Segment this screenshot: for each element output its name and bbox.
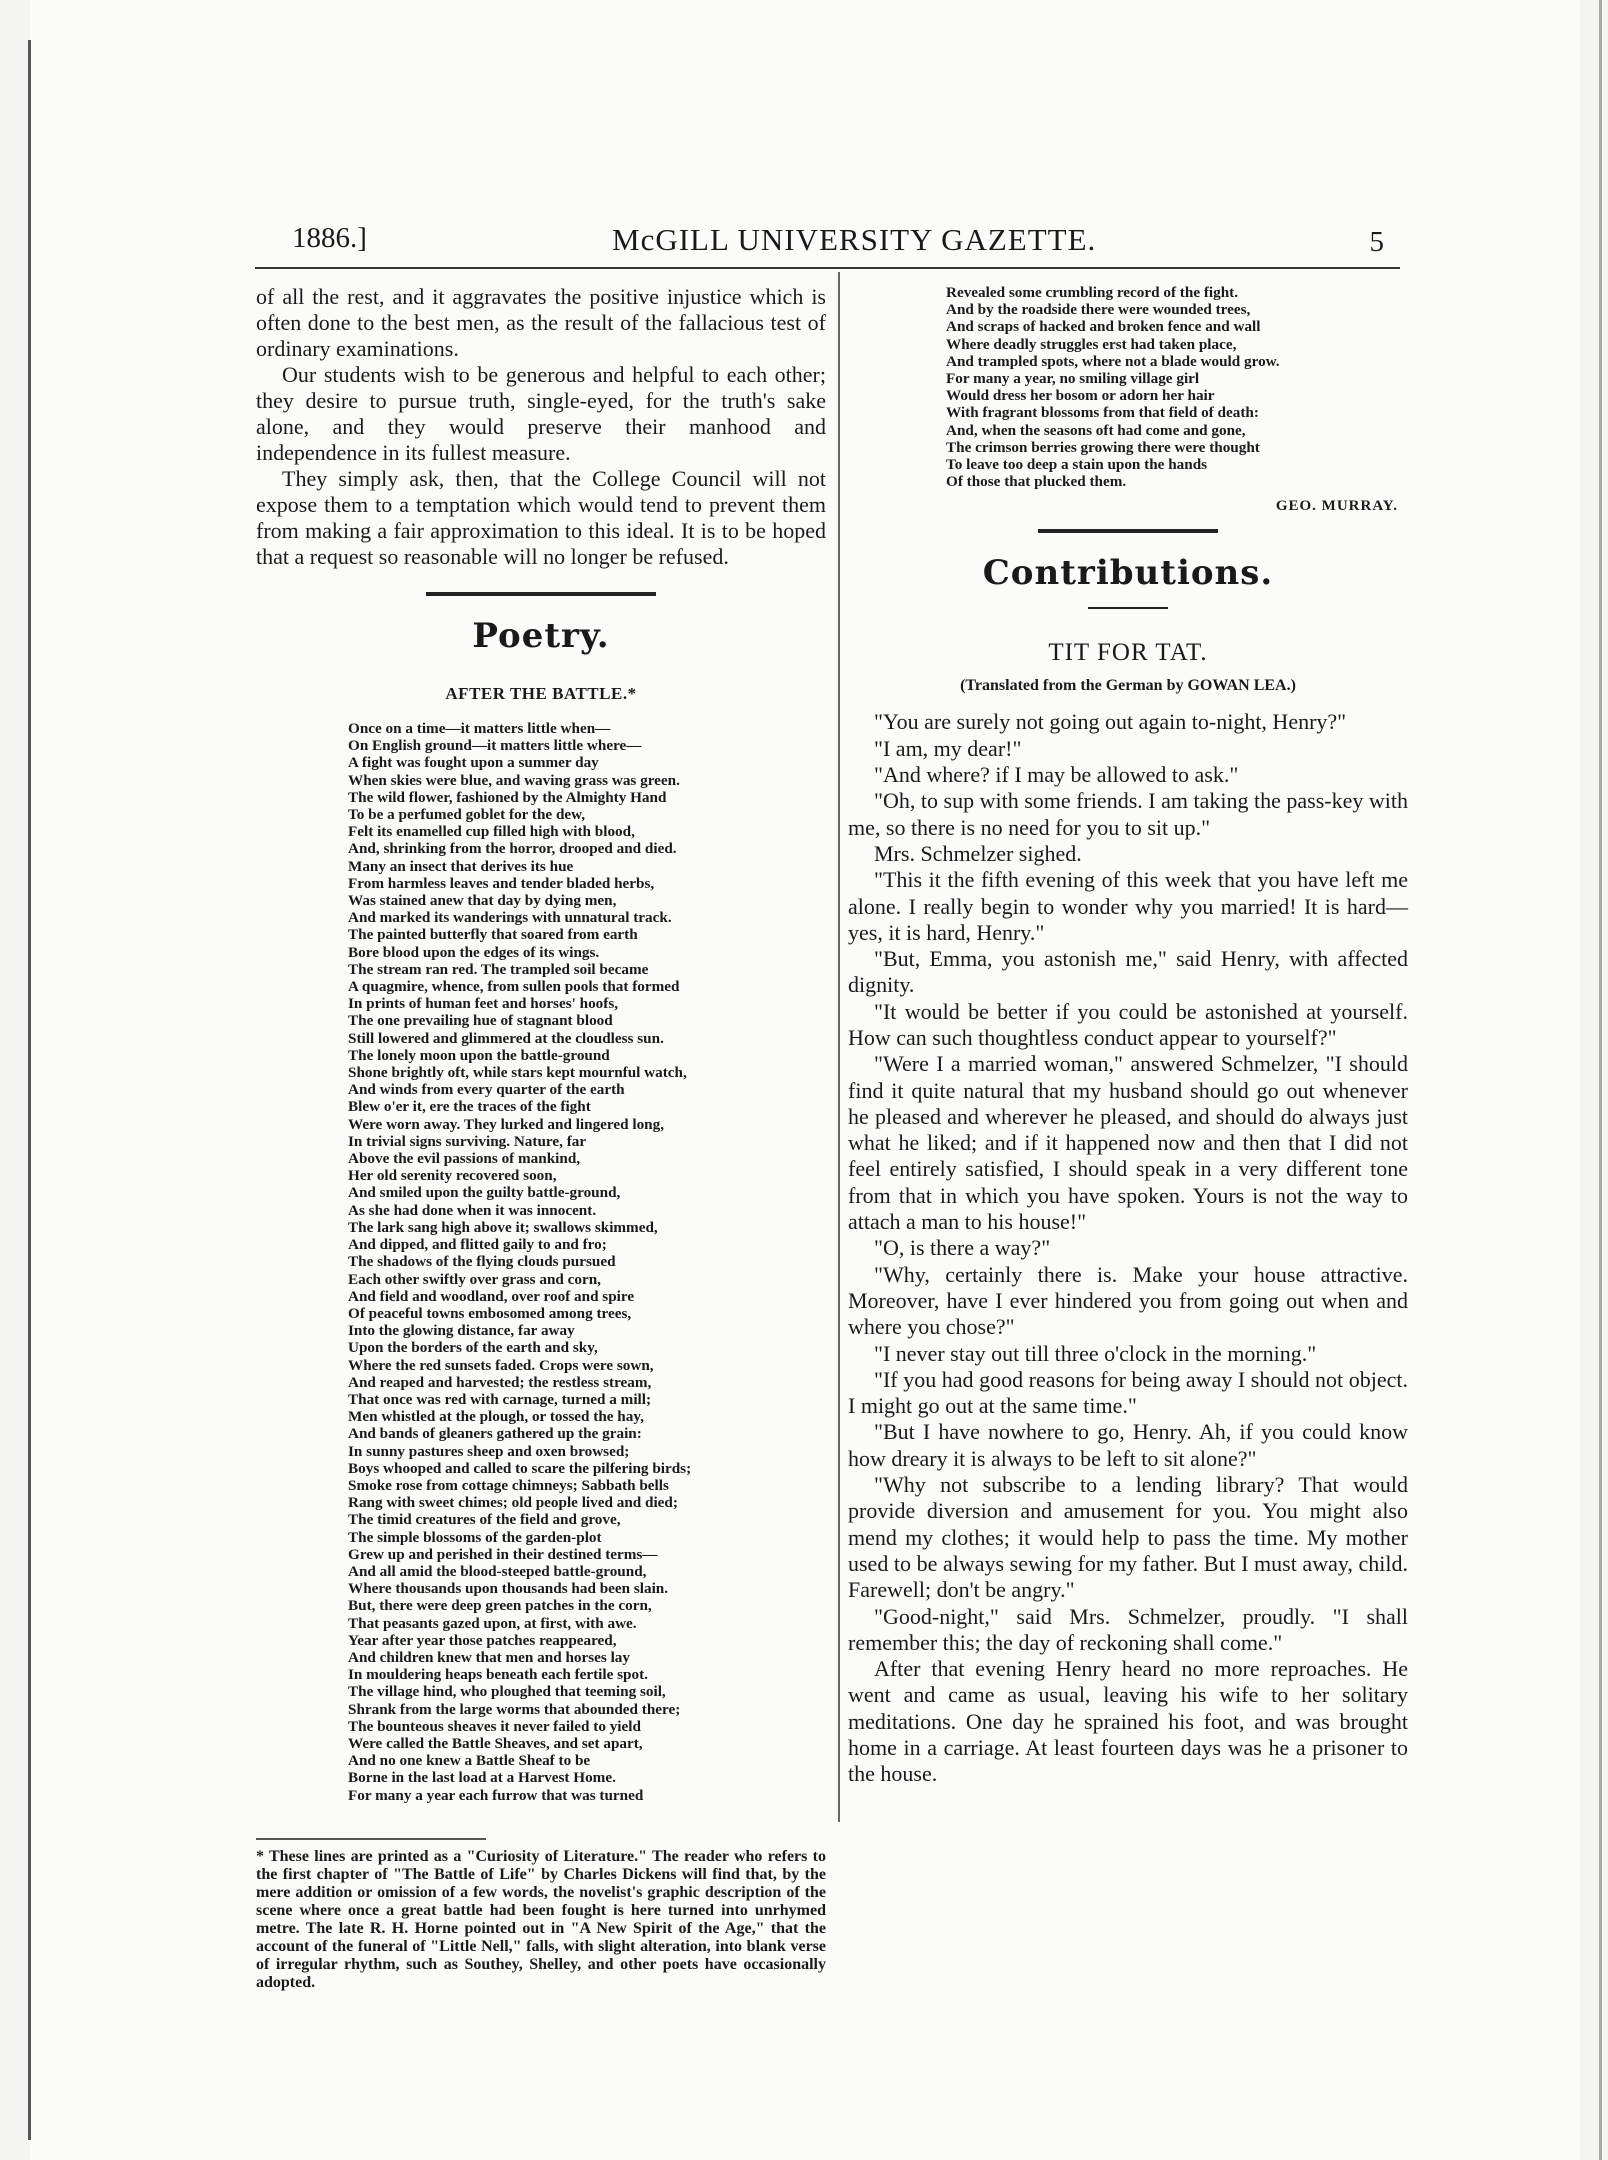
column-divider <box>838 272 840 1822</box>
poem-line: The shadows of the flying clouds pursued <box>348 1253 616 1271</box>
poem-line: Bore blood upon the edges of its wings. <box>348 943 600 961</box>
story-paragraph: Mrs. Schmelzer sighed. <box>874 840 1082 866</box>
poem-line: With fragrant blossoms from that field of death: <box>946 404 1259 422</box>
poem-line: Still lowered and glimmered at the cloudless sun. <box>348 1029 664 1047</box>
poem-line: And marked its wanderings with unnatural track. <box>348 909 672 927</box>
poem-line: From harmless leaves and tender bladed herbs, <box>348 874 655 892</box>
poem-line: And reaped and harvested; the restless stream, <box>348 1373 652 1391</box>
poem-line: Smoke rose from cottage chimneys; Sabbath bells <box>348 1476 669 1494</box>
poem-line: Above the evil passions of mankind, <box>348 1150 581 1168</box>
page-edge <box>1599 0 1602 2160</box>
poem-line: The wild flower, fashioned by the Almighty Hand <box>348 788 667 806</box>
poem-line: And, shrinking from the horror, drooped and died. <box>348 840 677 858</box>
story-body <box>848 709 1408 1787</box>
poem-line: For many a year each furrow that was turned <box>348 1786 644 1804</box>
story-paragraph: "Why not subscribe to a lending library? That would provide diversion and amusement for you. You might also mend my clothes; it would help to pass the time. My mother used to be always sewing for my father. But I must away, child. Farewell; don't be angry." <box>848 1472 1408 1603</box>
story-paragraph: "If you had good reasons for being away I should not object. I might go out at the same time." <box>848 1366 1408 1419</box>
poem-line: And scraps of hacked and broken fence and wall <box>946 318 1261 336</box>
section-rule <box>426 592 656 596</box>
poem-line: Blew o'er it, ere the traces of the fight <box>348 1098 591 1116</box>
poem-line: Of peaceful towns embosomed among trees, <box>348 1304 632 1322</box>
story-paragraph: "Oh, to sup with some friends. I am taking the pass-key with me, so there is no need for you to sit up." <box>848 788 1408 840</box>
poem-line: Shone brightly oft, while stars kept mournful watch, <box>348 1064 687 1082</box>
poem-line: And dipped, and flitted gaily to and fro; <box>348 1236 607 1254</box>
poem-line: Borne in the last load at a Harvest Home. <box>348 1769 616 1787</box>
story-paragraph: "But, Emma, you astonish me," said Henry, with affected dignity. <box>848 946 1408 998</box>
story-title: TIT FOR TAT. <box>1048 639 1208 667</box>
poem-line: On English ground—it matters little where— <box>348 737 642 755</box>
story-paragraph: "It would be better if you could be astonished at yourself. How can such thoughtless conduct appear to yourself?" <box>848 998 1408 1050</box>
footnote: * These lines are printed as a "Curiosity of Literature." The reader who refers to the first chapter of "The Battle of Life" by Charles Dickens will find that, by the mere addition or omission of a few words, the novelist's graphic description of the scene where once a great battle had been fought is here turned into unrhymed metre. The late R. H. Horne pointed out in "A New Spirit of the Age," that the account of the funeral of "Little Nell," falls, with slight alteration, into blank verse of irregular rhythm, such as Southey, Shelley, and other poets have occasionally adopted. <box>256 1847 826 1991</box>
poem-line: In mouldering heaps beneath each fertile spot. <box>348 1666 648 1684</box>
poem-line: Of those that plucked them. <box>946 473 1127 491</box>
poem-line: Was stained anew that day by dying men, <box>348 892 617 910</box>
poem-line: Shrank from the large worms that abounded there; <box>348 1700 681 1718</box>
poem-line: Many an insect that derives its hue <box>348 857 574 875</box>
poem-line: Her old serenity recovered soon, <box>348 1167 557 1185</box>
story-paragraph: "But I have nowhere to go, Henry. Ah, if you could know how dreary it is always to be left to sit alone?" <box>848 1419 1408 1471</box>
poem-title: AFTER THE BATTLE.* <box>445 684 637 703</box>
poem-line: Where the red sunsets faded. Crops were sown, <box>348 1356 654 1374</box>
poem-line: For many a year, no smiling village girl <box>946 370 1200 388</box>
poem-line: The timid creatures of the field and grove, <box>348 1511 621 1529</box>
poem-line: The bounteous sheaves it never failed to yield <box>348 1717 641 1735</box>
poem-continuation <box>946 284 1408 490</box>
poem-line: A quagmire, whence, from sullen pools that formed <box>348 978 680 996</box>
page-number: 5 <box>1369 226 1384 258</box>
poem-line: And no one knew a Battle Sheaf to be <box>348 1752 591 1770</box>
poem-line: Rang with sweet chimes; old people lived and died; <box>348 1494 678 1512</box>
poem-line: The village hind, who ploughed that teeming soil, <box>348 1683 666 1701</box>
poem-line: And children knew that men and horses lay <box>348 1648 630 1666</box>
header-rule <box>255 267 1400 269</box>
poem-line: Once on a time—it matters little when— <box>348 720 611 737</box>
paragraph: Our students wish to be generous and helpful to each other; they desire to pursue truth, single-eyed, for the truth's sake alone, and they would preserve their manhood and independence in its fullest measure. <box>256 362 826 465</box>
poem-line: The simple blossoms of the garden-plot <box>348 1528 602 1546</box>
poem-line: The painted butterfly that soared from earth <box>348 926 638 944</box>
story-paragraph: "I am, my dear!" <box>874 735 1022 761</box>
poem-line: Upon the borders of the earth and sky, <box>348 1339 598 1357</box>
masthead: McGILL UNIVERSITY GAZETTE. <box>612 222 1097 257</box>
story-paragraph: "You are surely not going out again to-night, Henry?" <box>874 709 1347 735</box>
poem-line: A fight was fought upon a summer day <box>348 754 599 772</box>
poem-line: That once was red with carnage, turned a mill; <box>348 1390 652 1408</box>
left-column <box>256 284 826 1992</box>
binding-edge <box>28 40 31 2140</box>
poem-line: The stream ran red. The trampled soil became <box>348 960 649 978</box>
poem-line: And all amid the blood-steeped battle-ground, <box>348 1562 647 1580</box>
poem-line: The lonely moon upon the battle-ground <box>348 1046 610 1064</box>
poem-line: But, there were deep green patches in the corn, <box>348 1597 652 1615</box>
poem-line: To leave too deep a stain upon the hands <box>946 456 1208 474</box>
poem-line: Where thousands upon thousands had been slain. <box>348 1580 669 1598</box>
poem-line: And smiled upon the guilty battle-ground, <box>348 1184 621 1202</box>
footnote-rule <box>256 1838 486 1840</box>
poem-signature: GEO. MURRAY. <box>1275 498 1398 515</box>
poem-line: The lark sang high above it; swallows skimmed, <box>348 1218 658 1236</box>
paragraph: They simply ask, then, that the College Council will not expose them to a temptation which would tend to prevent them from making a fair approximation to this ideal. It is to be hoped that a request so reasonable will no longer be refused. <box>256 466 826 569</box>
poem-line: And by the roadside there were wounded trees, <box>946 301 1251 319</box>
poem-line: The one prevailing hue of stagnant blood <box>348 1012 613 1030</box>
poem-line: Were called the Battle Sheaves, and set apart, <box>348 1734 643 1752</box>
poem-line: When skies were blue, and waving grass was green. <box>348 771 680 789</box>
poem-line: And winds from every quarter of the earth <box>348 1081 625 1099</box>
poem-line: Men whistled at the plough, or tossed the hay, <box>348 1408 644 1426</box>
right-column <box>848 284 1408 1788</box>
section-title-poetry: Poetry. <box>472 616 610 656</box>
poem-body <box>348 720 826 1804</box>
poem-line: Would dress her bosom or adorn her hair <box>946 387 1215 405</box>
poem-line: In trivial signs surviving. Nature, far <box>348 1132 587 1150</box>
poem-line: Into the glowing distance, far away <box>348 1322 575 1340</box>
poem-line: To be a perfumed goblet for the dew, <box>348 806 586 824</box>
story-paragraph: "Good-night," said Mrs. Schmelzer, proudly. "I shall remember this; the day of reckoning shall come." <box>848 1603 1408 1655</box>
poem-line: The crimson berries growing there were thought <box>946 438 1260 456</box>
poem-line: In prints of human feet and horses' hoofs, <box>348 995 619 1013</box>
story-paragraph: "Why, certainly there is. Make your house attractive. Moreover, have I ever hindered you from going out when and where you chose?" <box>848 1261 1408 1340</box>
poem-line: And field and woodland, over roof and spire <box>348 1287 635 1305</box>
running-header <box>292 222 1384 262</box>
poem-line: Year after year those patches reappeared, <box>348 1631 617 1649</box>
title-rule <box>1088 607 1168 609</box>
poem-line: Revealed some crumbling record of the fight. <box>946 284 1239 301</box>
poem-line: Boys whooped and called to scare the pilfering birds; <box>348 1459 692 1477</box>
section-title-contributions: Contributions. <box>982 553 1274 594</box>
poem-line: And, when the seasons oft had come and gone, <box>946 421 1246 439</box>
poem-line: Were worn away. They lurked and lingered long, <box>348 1115 665 1133</box>
poem-line: And bands of gleaners gathered up the grain: <box>348 1425 642 1443</box>
poem-line: That peasants gazed upon, at first, with awe. <box>348 1614 637 1632</box>
header-year: 1886.] <box>292 222 367 254</box>
poem-line: And trampled spots, where not a blade would grow. <box>946 352 1280 370</box>
section-rule <box>1038 529 1218 533</box>
story-paragraph: "This it the fifth evening of this week that you have left me alone. I really begin to wonder why you married! It is hard—yes, it is hard, Henry." <box>848 867 1408 945</box>
poem-line: In sunny pastures sheep and oxen browsed; <box>348 1442 630 1460</box>
poem-line: Where deadly struggles erst had taken place, <box>946 335 1237 353</box>
editorial-text <box>256 284 826 570</box>
story-paragraph: "Were I a married woman," answered Schmelzer, "I should find it quite natural that my husband should go out whenever he pleased and wherever he pleased, and should do always just what he liked; and if it happened now and then that I did not feel entirely satisfied, I should speak in a very different tone from that in which you have spoken. Yours is not the way to attach a man to his house!" <box>848 1051 1408 1235</box>
story-paragraph: "And where? if I may be allowed to ask." <box>874 762 1239 788</box>
story-paragraph: After that evening Henry heard no more reproaches. He went and came as usual, leaving his wife to her solitary meditations. One day he sprained his foot, and was brought home in a carriage. At least fourteen days was he a prisoner to the house. <box>848 1656 1408 1787</box>
story-paragraph: "O, is there a way?" <box>874 1235 1051 1261</box>
translator-credit: (Translated from the German by GOWAN LEA.) <box>960 677 1296 695</box>
poem-line: Each other swiftly over grass and corn, <box>348 1270 601 1288</box>
paragraph: of all the rest, and it aggravates the positive injustice which is often done to the best men, as the result of the fallacious test of ordinary examinations. <box>256 284 826 361</box>
poem-line: As she had done when it was innocent. <box>348 1201 597 1219</box>
story-paragraph: "I never stay out till three o'clock in the morning." <box>874 1340 1317 1366</box>
poem-line: Felt its enamelled cup filled high with blood, <box>348 823 635 841</box>
poem-line: Grew up and perished in their destined terms— <box>348 1545 658 1563</box>
